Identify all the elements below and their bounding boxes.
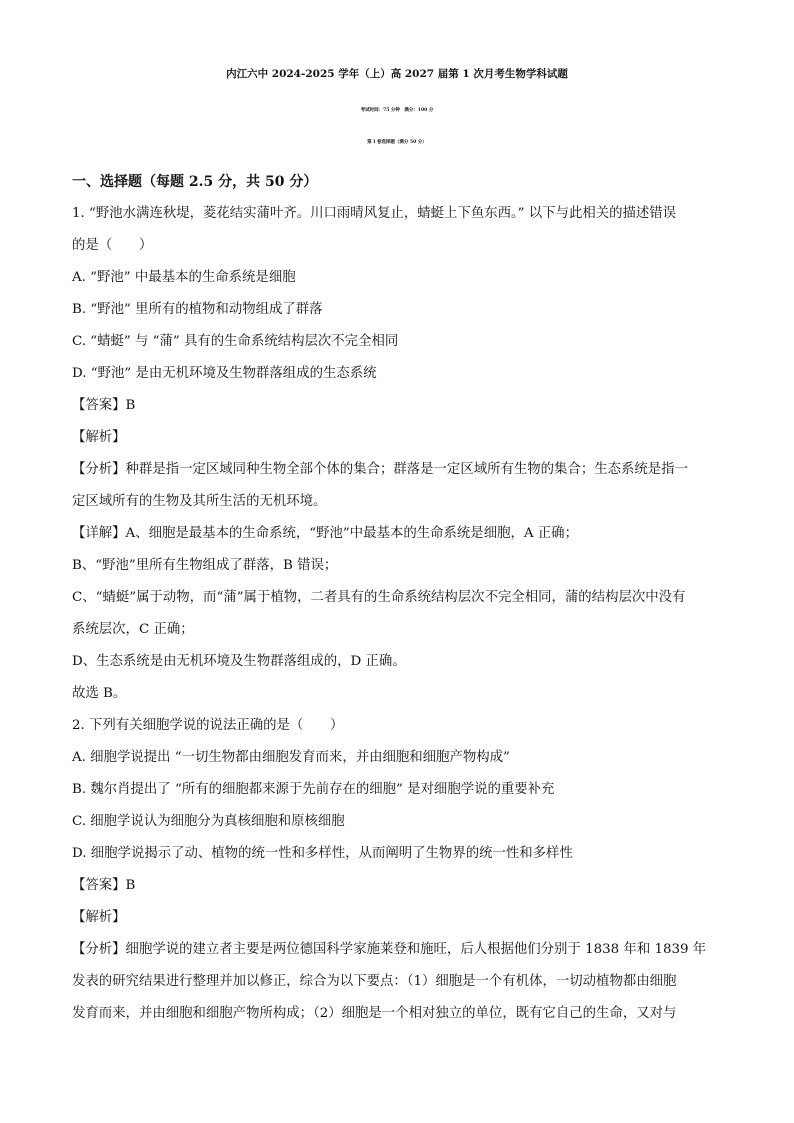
q2-analysis-line3: 发育而来，并由细胞和细胞产物所构成；（2）细胞是一个相对独立的单位，既有它自己的生命，又对与 [72, 1006, 677, 1021]
exam-info: 考试时间：75 分钟 满分：100 分 [360, 108, 434, 113]
q2-option-d: D. 细胞学说揭示了动、植物的统一性和多样性，从而阐明了生物界的统一性和多样性 [72, 846, 573, 861]
page-title: 内江六中 2024-2025 学年（上）高 2027 届第 1 次月考生物学科试题 [226, 68, 568, 80]
q1-stem-line1: 1. “野池水满连秋堤，菱花结实蒲叶齐。川口雨晴风复止，蜻蜓上下鱼东西。” 以下与此相关的描述错误 [72, 206, 677, 221]
q2-option-a: A. 细胞学说提出 “一切生物都由细胞发育而来，并由细胞和细胞产物构成” [72, 750, 510, 765]
q1-answer: 【答案】B [72, 398, 136, 413]
q2-option-c: C. 细胞学说认为细胞分为真核细胞和原核细胞 [72, 814, 345, 829]
q2-analysis-line2: 发表的研究结果进行整理并加以修正，综合为以下要点：（1）细胞是一个有机体，一切动植物都由细胞 [72, 974, 677, 989]
q1-jiexi-label: 【解析】 [72, 430, 126, 445]
q1-analysis-line2: 定区域所有的生物及其所生活的无机环境。 [72, 494, 327, 509]
q1-analysis-line1: 【分析】种群是指一定区域同种生物全部个体的集合；群落是一定区域所有生物的集合；生态系统是指一 [72, 462, 688, 477]
q1-detail-line1: 【详解】A、细胞是最基本的生命系统，“野池”中最基本的生命系统是细胞，A 正确； [72, 526, 578, 541]
q1-detail-line2: B、“野池”里所有生物组成了群落，B 错误； [72, 558, 338, 573]
q1-option-a: A. “野池” 中最基本的生命系统是细胞 [72, 270, 296, 285]
q1-detail-line3: C、“蜻蜓”属于动物，而“蒲”属于植物，二者具有的生命系统结构层次不完全相同，蒲的结构层次中没有 [72, 590, 686, 605]
section-heading: 一、选择题（每题 2.5 分，共 50 分） [72, 174, 318, 190]
q1-stem-line2: 的是（ ） [72, 238, 153, 253]
q1-conclusion: 故选 B。 [72, 686, 127, 701]
q2-answer: 【答案】B [72, 878, 136, 893]
volume-heading: 第 I 卷选择题（满分 50 分） [367, 140, 427, 145]
q1-detail-line4: 系统层次，C 正确； [72, 622, 194, 637]
q2-analysis-line1: 【分析】细胞学说的建立者主要是两位德国科学家施莱登和施旺，后人根据他们分别于 1838 年和 1839 年 [72, 942, 707, 957]
q1-option-c: C. “蜻蜓” 与 “蒲” 具有的生命系统结构层次不完全相同 [72, 334, 399, 349]
q2-jiexi-label: 【解析】 [72, 910, 126, 925]
q1-detail-line5: D、生态系统是由无机环境及生物群落组成的，D 正确。 [72, 654, 406, 669]
q1-option-b: B. “野池” 里所有的植物和动物组成了群落 [72, 302, 323, 317]
q2-stem: 2. 下列有关细胞学说的说法正确的是（ ） [72, 718, 344, 733]
q1-option-d: D. “野池” 是由无机环境及生物群落组成的生态系统 [72, 366, 377, 381]
q2-option-b: B. 魏尔肖提出了 “所有的细胞都来源于先前存在的细胞” 是对细胞学说的重要补充 [72, 782, 555, 797]
